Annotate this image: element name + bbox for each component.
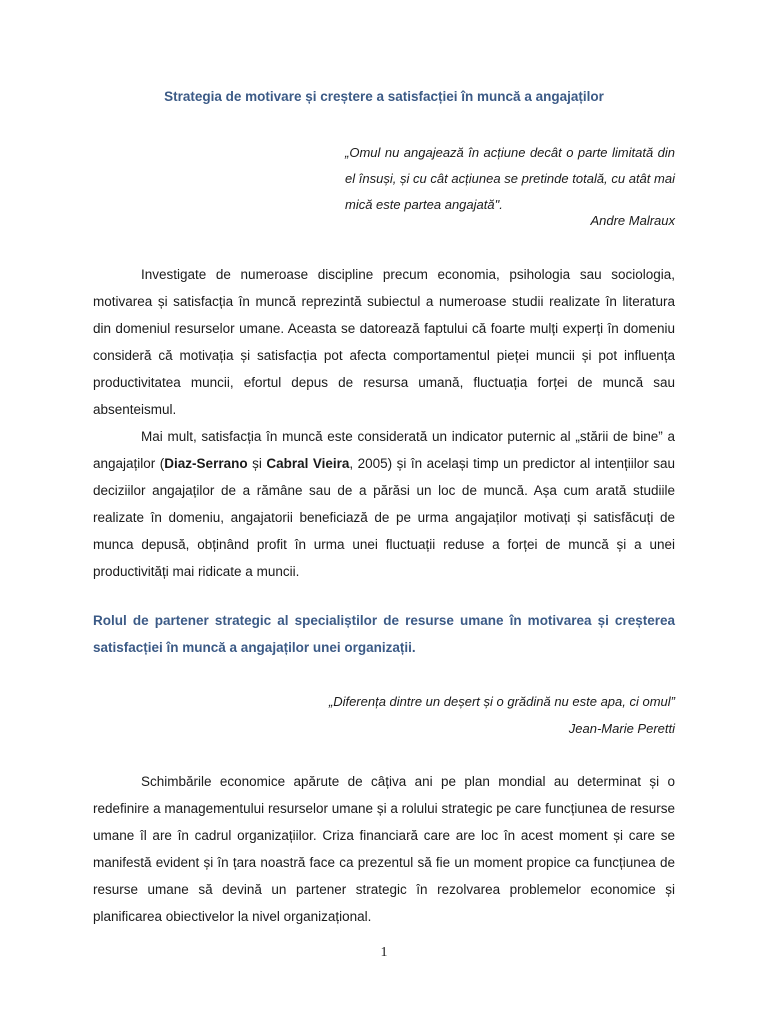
paragraph-3: [93, 768, 675, 930]
epigraph-author-2: Jean-Marie Peretti: [568, 721, 675, 736]
paragraph-2-text-a: Mai mult, satisfacția în muncă este considerată un indicator puternic al „stării de bine” a angajaților (: [93, 429, 675, 471]
citation-author-1: Diaz-Serrano: [164, 456, 248, 471]
epigraph-quote-1: „Omul nu angajează în acțiune decât o parte limitată din el însuși, și cu cât acțiunea se pretinde totală, cu atât mai mică este partea angajată".: [345, 145, 675, 212]
epigraph-author-1: Andre Malraux: [590, 213, 675, 228]
document-title: Strategia de motivare și creștere a satisfacției în muncă a angajaților: [164, 89, 604, 104]
paragraph-2-text-b: și: [247, 456, 267, 471]
paragraph-3-text: Schimbările economice apărute de câțiva ani pe plan mondial au determinat și o redefinire a managementului resurselor umane și a rolului strategic pe care funcțiunea de resurse umane îl are în cadrul organizațiilor. Criza financiară care are loc în acest moment și care se manifestă evident și în țara noastră face ca prezentul să fie un moment propice ca funcțiunea de resurse umane să devină un partener strategic în rezolvarea problemelor economice și planificarea obiectivelor la nivel organizațional.: [93, 774, 675, 924]
citation-author-2: Cabral Vieira: [266, 456, 350, 471]
paragraph-1-text: Investigate de numeroase discipline precum economia, psihologia sau sociologia, motivarea și satisfacția în muncă reprezintă subiectul a numeroase studii realizate în literatura din domeniul resurselor umane. Aceasta se datorează faptului că foarte mulți experți în domeniu consideră că motivația și satisfacția pot afecta comportamentul pieței muncii și pot influența productivitatea muncii, efortul depus de resursa umană, fluctuația forței de muncă sau absenteismul.: [93, 267, 675, 417]
epigraph-quote-2: „Diferența dintre un deșert și o grădină nu este apa, ci omul”: [328, 694, 675, 709]
paragraph-2-text-c: , 2005) și în același timp un predictor al intențiilor sau deciziilor angajaților de a rămâne sau de a părăsi un loc de muncă. Așa cum arată studiile realizate în domeniu, angajatorii beneficiază de pe urma angajaților motivați și satisfăcuți de munca depusă, obținând profit în urma unei fluctuații reduse a forței de muncă și a unei productivități mai ridicate a muncii.: [93, 456, 675, 579]
page-number: 1: [380, 945, 388, 960]
paragraph-2: [93, 423, 675, 585]
paragraph-1: [93, 261, 675, 423]
section-subheading: Rolul de partener strategic al specialiștilor de resurse umane în motivarea și creșterea satisfacției în muncă a angajaților unei organizații.: [93, 613, 675, 655]
